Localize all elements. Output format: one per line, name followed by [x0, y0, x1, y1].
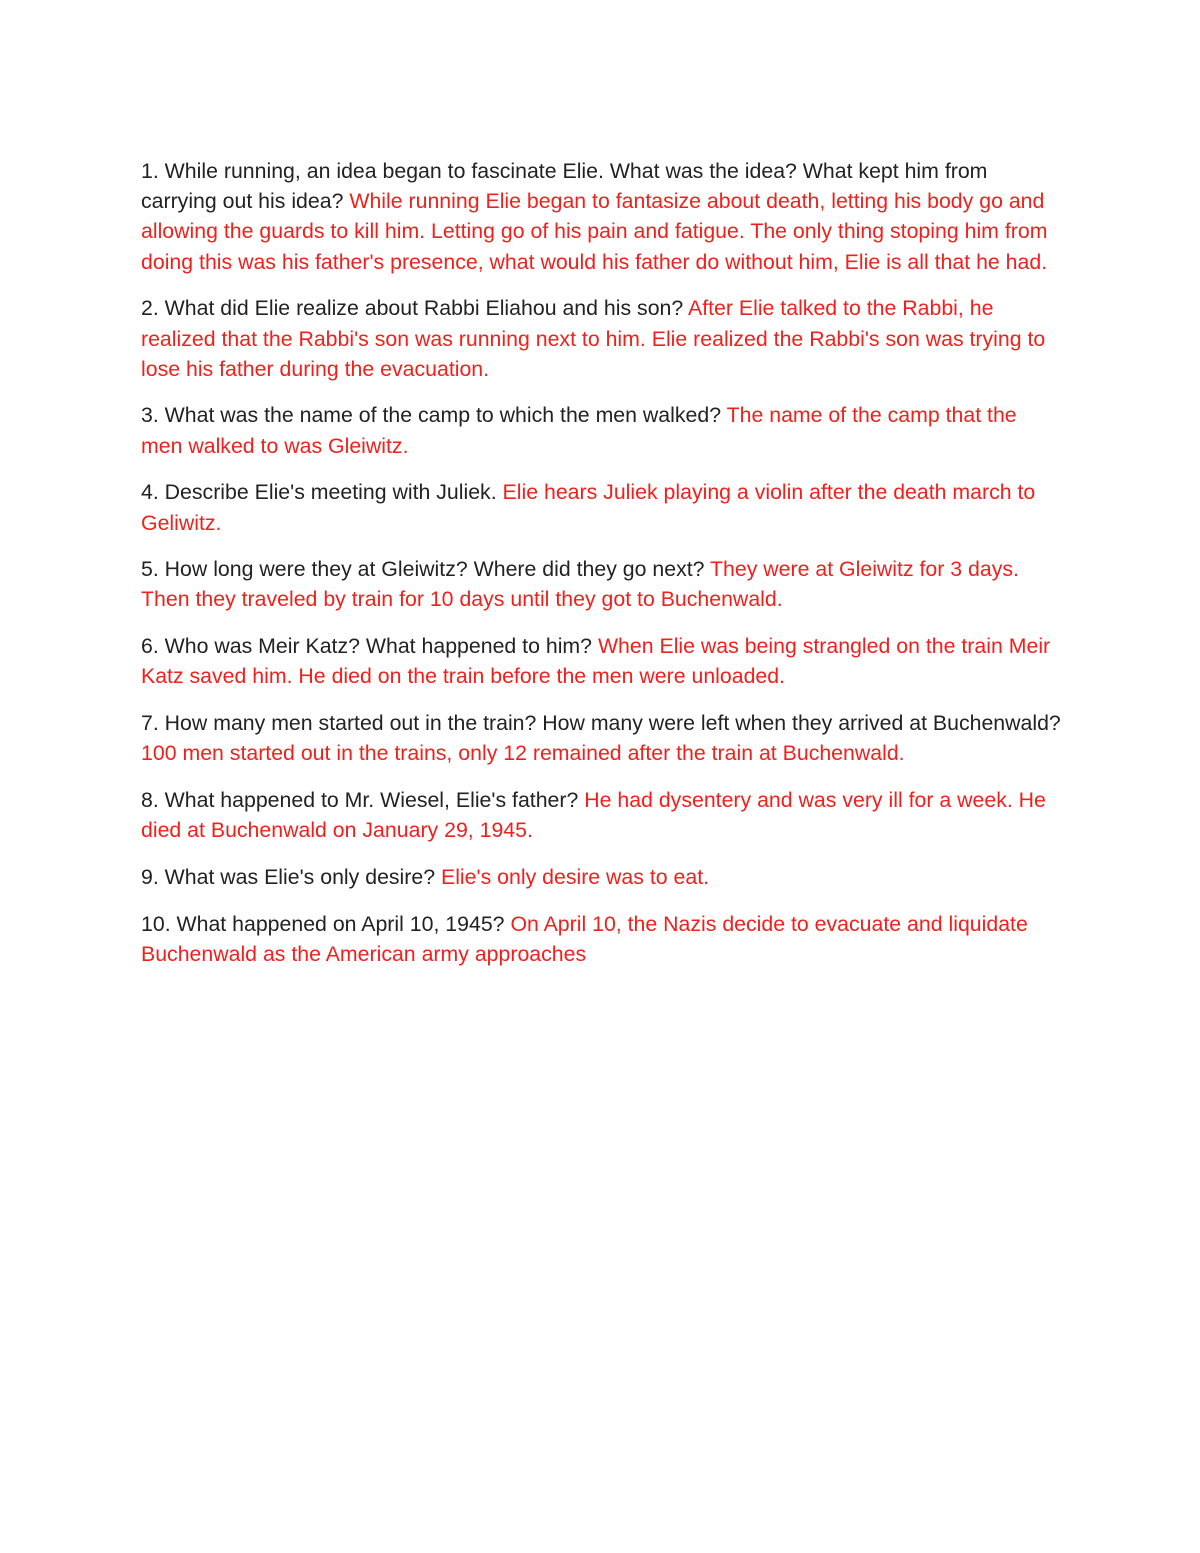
qa-item-7 — [141, 708, 1061, 768]
qa-item-4 — [141, 477, 1061, 537]
question-5: 5. How long were they at Gleiwitz? Where did they go next? — [141, 557, 705, 582]
qa-item-1 — [141, 156, 1061, 277]
question-2: 2. What did Elie realize about Rabbi Eliahou and his son? — [141, 296, 684, 321]
question-9: 9. What was Elie's only desire? — [141, 864, 436, 889]
qa-item-6 — [141, 631, 1061, 691]
answer-7: 100 men started out in the trains, only 12 remained after the train at Buchenwald. — [141, 741, 905, 766]
qa-item-3 — [141, 400, 1061, 460]
question-8: 8. What happened to Mr. Wiesel, Elie's father? — [141, 787, 579, 812]
question-answer-list — [141, 156, 1061, 985]
qa-item-5 — [141, 554, 1061, 614]
question-3: 3. What was the name of the camp to which the men walked? — [141, 403, 722, 428]
answer-9: Elie's only desire was to eat. — [441, 864, 710, 889]
answer-10: On April 10, the Nazis decide to evacuate and liquidate Buchenwald as the American army approaches — [141, 911, 1028, 966]
answer-8: He had dysentery and was very ill for a week. He died at Buchenwald on January 29, 1945. — [141, 787, 1046, 843]
qa-item-8 — [141, 785, 1061, 845]
answer-2: After Elie talked to the Rabbi, he realized that the Rabbi's son was running next to him. Elie realized the Rabbi's son was trying to lose his father during the evacuation. — [141, 296, 1046, 381]
question-1: 1. While running, an idea began to fascinate Elie. What was the idea? What kept him from carrying out his idea? — [141, 159, 988, 214]
qa-item-9 — [141, 862, 1061, 892]
answer-4: Elie hears Juliek playing a violin after the death march to Geliwitz. — [141, 480, 1036, 535]
question-4: 4. Describe Elie's meeting with Juliek. — [141, 480, 497, 505]
question-10: 10. What happened on April 10, 1945? — [141, 911, 505, 936]
qa-item-2 — [141, 293, 1061, 384]
qa-item-10 — [141, 909, 1061, 969]
answer-1: While running Elie began to fantasize about death, letting his body go and allowing the guards to kill him. Letting go of his pain and fatigue. The only thing stoping him from doing this was his father's presence, what would his father do without him, Elie is all that he had. — [141, 189, 1048, 274]
answer-3: The name of the camp that the men walked to was Gleiwitz. — [141, 403, 1017, 458]
question-7: 7. How many men started out in the train? How many were left when they arrived at Buchenwald? — [141, 711, 1061, 736]
question-6: 6. Who was Meir Katz? What happened to him? — [141, 634, 593, 659]
answer-5: They were at Gleiwitz for 3 days. Then they traveled by train for 10 days until they got to Buchenwald. — [141, 557, 1019, 612]
answer-6: When Elie was being strangled on the train Meir Katz saved him. He died on the train before the men were unloaded. — [141, 634, 1051, 689]
